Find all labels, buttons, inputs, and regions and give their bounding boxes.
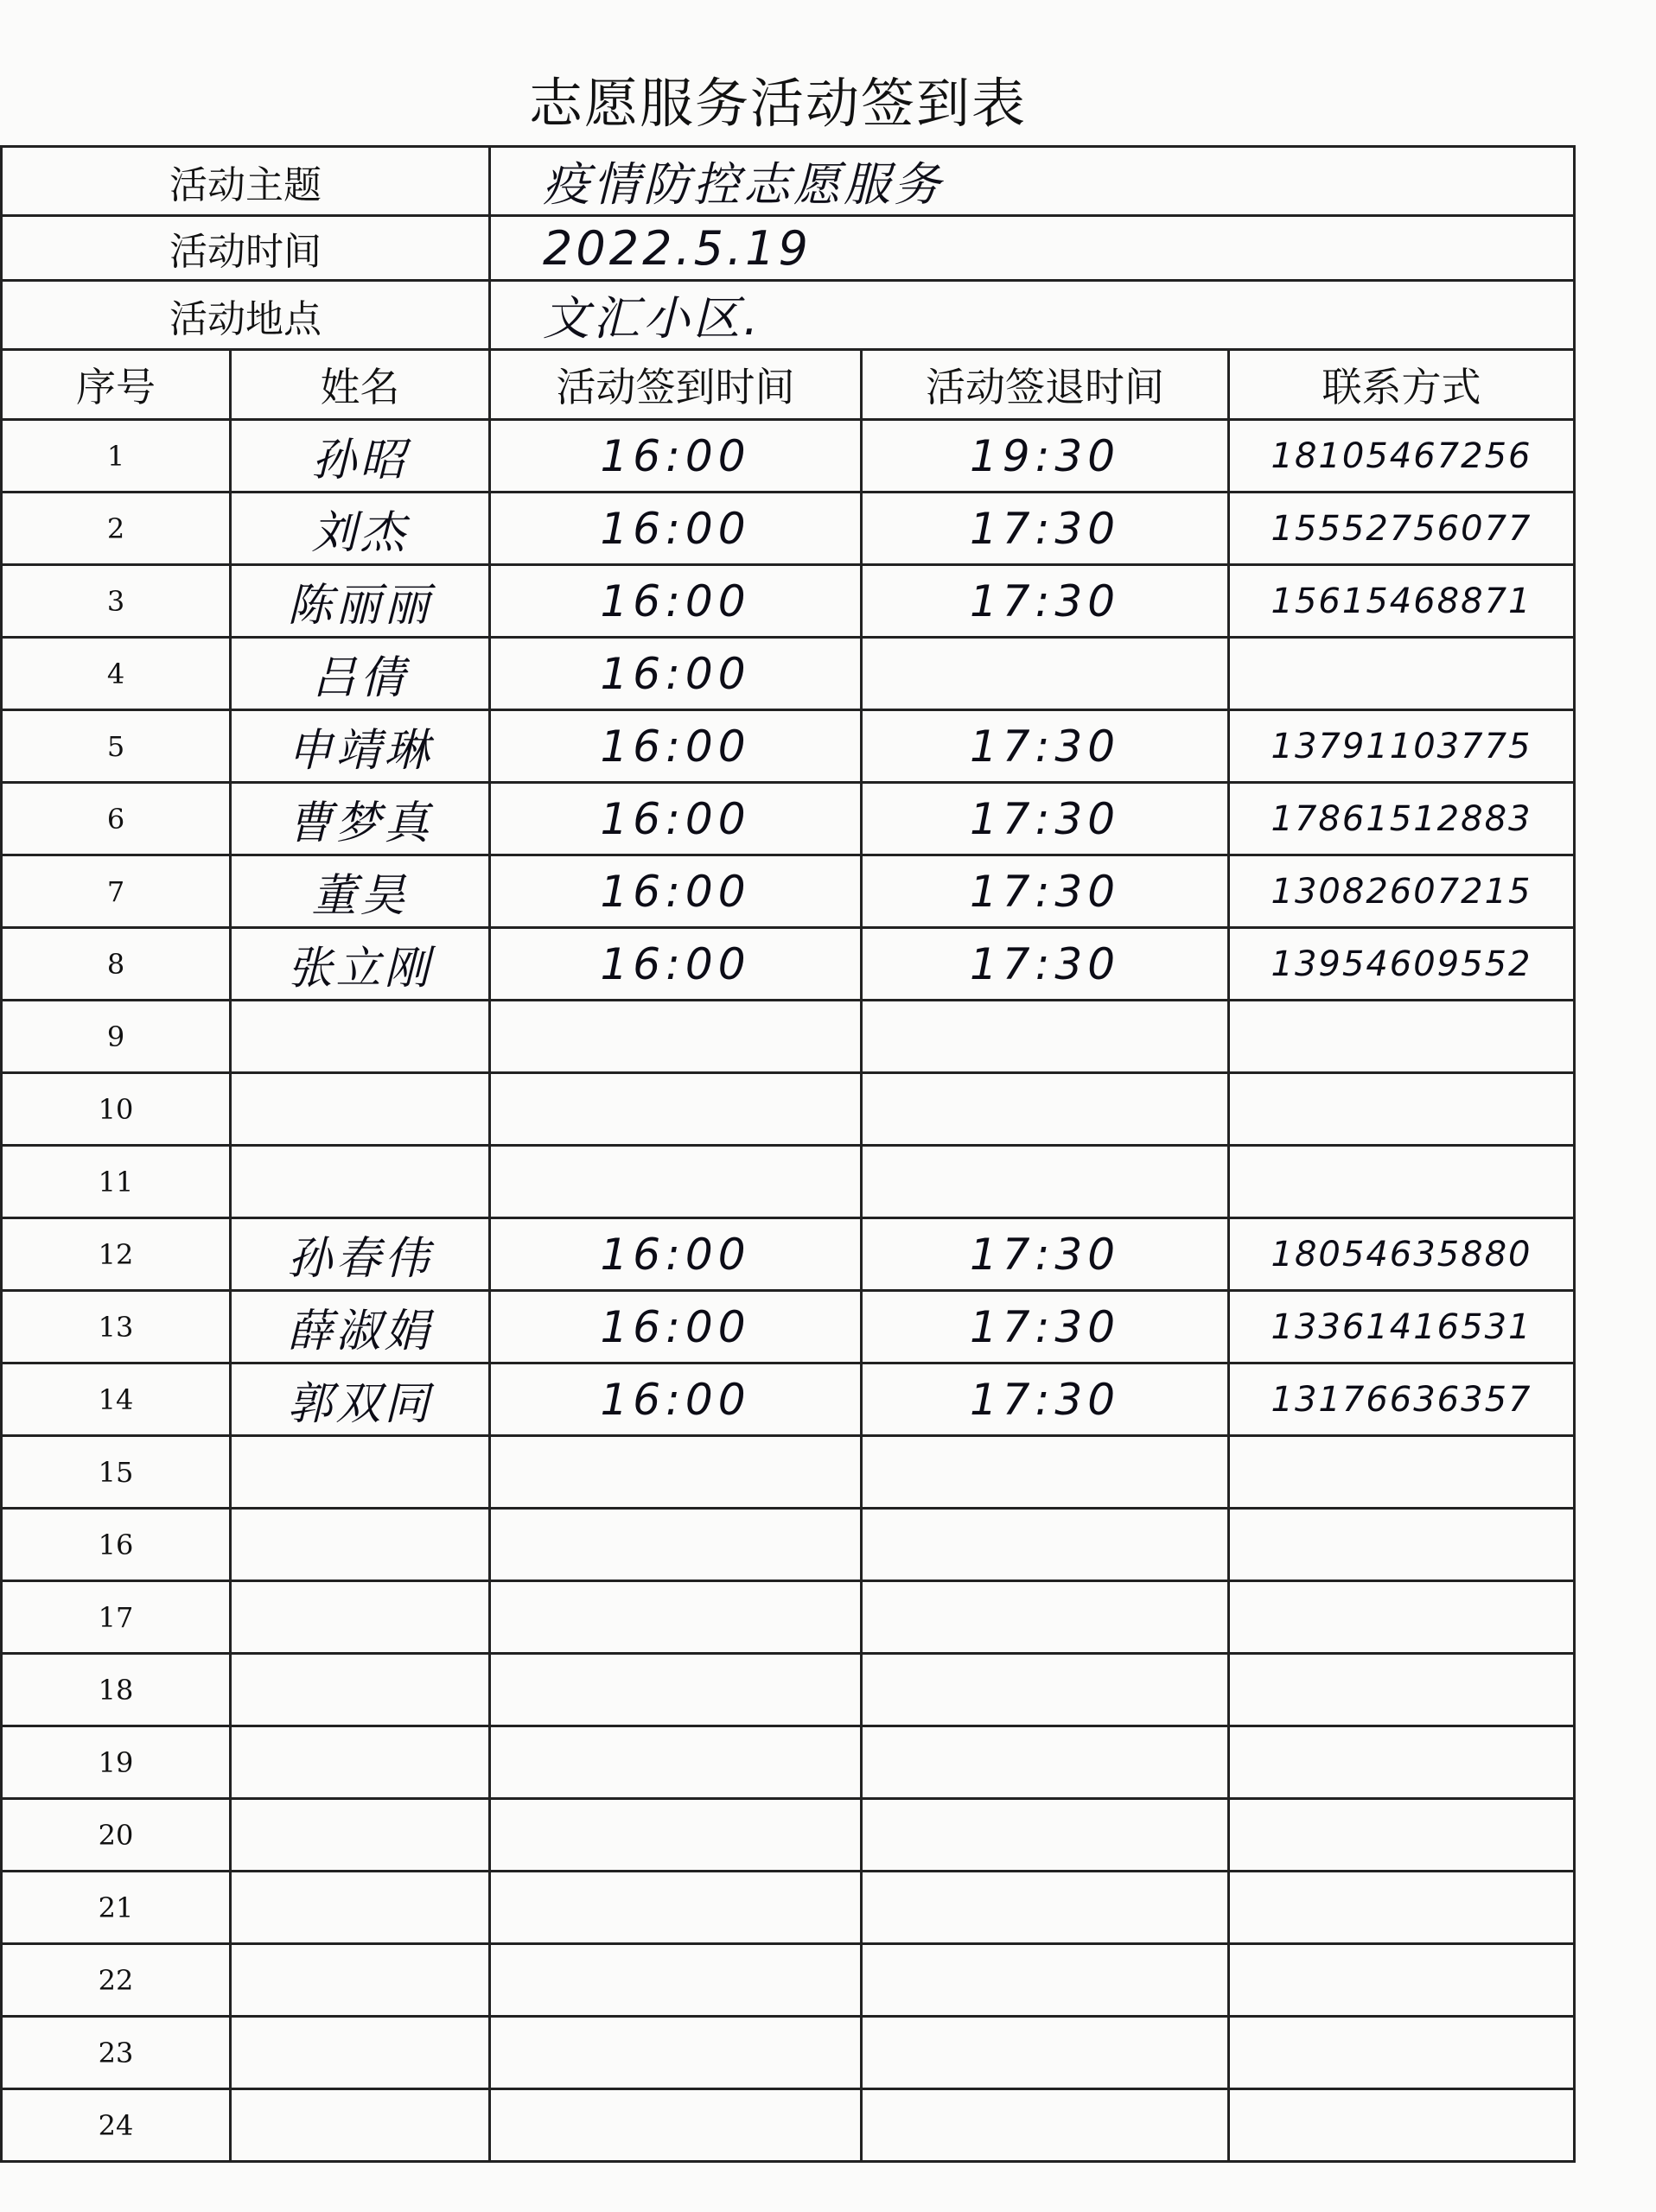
row-contact: 13954609552 [1229,928,1575,1001]
table-row [2,1799,1575,1872]
row-checkin-time [490,1509,862,1581]
row-name [231,1581,490,1654]
row-checkout-time [862,1509,1229,1581]
row-contact [1229,1509,1575,1581]
row-contact [1229,1726,1575,1799]
row-seq: 10 [2,1073,231,1146]
row-checkout-time [862,1944,1229,2017]
topic-label: 活动主题 [2,147,490,216]
row-checkout-time [862,1726,1229,1799]
column-header-row [2,350,1575,420]
row-checkout-time: 17:30 [862,1291,1229,1363]
table-row [2,565,1575,638]
row-checkin-time [490,1146,862,1218]
table-row [2,2089,1575,2162]
row-seq: 17 [2,1581,231,1654]
row-name: 董昊 [231,855,490,928]
place-value: 文汇小区. [490,281,1575,350]
time-label: 活动时间 [2,216,490,281]
table-row [2,638,1575,710]
info-row-topic [2,147,1575,216]
row-checkout-time: 17:30 [862,1218,1229,1291]
row-checkin-time [490,1436,862,1509]
row-seq: 18 [2,1654,231,1726]
table-row [2,1654,1575,1726]
table-row [2,420,1575,493]
row-seq: 9 [2,1001,231,1073]
row-contact: 17861512883 [1229,783,1575,855]
row-checkin-time: 16:00 [490,493,862,565]
row-seq: 1 [2,420,231,493]
row-seq: 19 [2,1726,231,1799]
table-row [2,1726,1575,1799]
row-name: 孙春伟 [231,1218,490,1291]
row-contact [1229,2089,1575,2162]
table-row [2,1146,1575,1218]
row-name [231,1509,490,1581]
row-checkout-time: 17:30 [862,928,1229,1001]
topic-value: 疫情防控志愿服务 [490,147,1575,216]
row-contact [1229,2017,1575,2089]
row-contact: 15615468871 [1229,565,1575,638]
row-name [231,1654,490,1726]
row-name [231,2089,490,2162]
row-checkout-time: 17:30 [862,565,1229,638]
row-seq: 8 [2,928,231,1001]
row-checkout-time: 17:30 [862,493,1229,565]
row-checkout-time [862,2089,1229,2162]
row-checkout-time: 17:30 [862,783,1229,855]
row-name [231,1436,490,1509]
row-contact: 13082607215 [1229,855,1575,928]
row-checkin-time: 16:00 [490,565,862,638]
row-contact: 13791103775 [1229,710,1575,783]
row-checkin-time [490,1944,862,2017]
row-seq: 24 [2,2089,231,2162]
row-contact [1229,1073,1575,1146]
row-checkout-time [862,2017,1229,2089]
row-checkout-time: 19:30 [862,420,1229,493]
row-checkin-time: 16:00 [490,420,862,493]
info-row-place [2,281,1575,350]
table-row [2,1291,1575,1363]
row-name [231,1001,490,1073]
place-label: 活动地点 [2,281,490,350]
table-row [2,928,1575,1001]
row-checkin-time [490,1073,862,1146]
table-row [2,783,1575,855]
row-seq: 4 [2,638,231,710]
row-checkin-time [490,1581,862,1654]
row-name [231,1726,490,1799]
column-header-seq: 序号 [2,350,231,420]
row-checkout-time [862,1799,1229,1872]
form-title: 志愿服务活动签到表 [528,72,1027,135]
row-checkout-time [862,1654,1229,1726]
row-seq: 14 [2,1363,231,1436]
row-contact [1229,638,1575,710]
row-contact [1229,1654,1575,1726]
row-contact [1229,1001,1575,1073]
row-seq: 12 [2,1218,231,1291]
row-checkin-time: 16:00 [490,928,862,1001]
row-name [231,2017,490,2089]
row-checkin-time: 16:00 [490,783,862,855]
row-name: 申靖琳 [231,710,490,783]
column-header-contact: 联系方式 [1229,350,1575,420]
row-seq: 15 [2,1436,231,1509]
row-seq: 3 [2,565,231,638]
table-row [2,1872,1575,1944]
row-checkin-time [490,2017,862,2089]
row-name: 孙昭 [231,420,490,493]
row-checkout-time [862,1001,1229,1073]
row-contact [1229,1146,1575,1218]
table-row [2,1436,1575,1509]
row-name: 郭双同 [231,1363,490,1436]
row-seq: 2 [2,493,231,565]
row-checkin-time [490,1799,862,1872]
table-row [2,855,1575,928]
row-seq: 21 [2,1872,231,1944]
row-seq: 5 [2,710,231,783]
table-row [2,1001,1575,1073]
row-checkin-time [490,1001,862,1073]
row-checkout-time: 17:30 [862,1363,1229,1436]
time-value: 2022.5.19 [490,216,1575,281]
row-name: 吕倩 [231,638,490,710]
row-name [231,1872,490,1944]
row-checkout-time [862,1581,1229,1654]
table-row [2,2017,1575,2089]
table-row [2,1218,1575,1291]
row-name: 刘杰 [231,493,490,565]
row-name: 陈丽丽 [231,565,490,638]
row-seq: 20 [2,1799,231,1872]
row-name [231,1146,490,1218]
row-contact [1229,1436,1575,1509]
row-contact [1229,1581,1575,1654]
row-checkout-time [862,1146,1229,1218]
row-checkin-time: 16:00 [490,855,862,928]
row-contact: 18054635880 [1229,1218,1575,1291]
row-seq: 23 [2,2017,231,2089]
row-checkin-time: 16:00 [490,710,862,783]
table-row [2,1944,1575,2017]
column-header-checkin: 活动签到时间 [490,350,862,420]
table-row [2,710,1575,783]
row-checkin-time [490,1872,862,1944]
table-row [2,1581,1575,1654]
row-checkout-time: 17:30 [862,855,1229,928]
row-name: 张立刚 [231,928,490,1001]
row-checkout-time [862,1436,1229,1509]
row-checkin-time [490,2089,862,2162]
row-name [231,1073,490,1146]
row-name [231,1799,490,1872]
row-contact: 18105467256 [1229,420,1575,493]
row-seq: 16 [2,1509,231,1581]
row-checkin-time: 16:00 [490,638,862,710]
row-seq: 11 [2,1146,231,1218]
row-checkin-time [490,1726,862,1799]
row-checkout-time [862,1872,1229,1944]
table-row [2,1073,1575,1146]
row-checkin-time: 16:00 [490,1291,862,1363]
row-checkout-time [862,1073,1229,1146]
signin-table [0,145,1576,2163]
row-seq: 22 [2,1944,231,2017]
info-row-time [2,216,1575,281]
row-name: 曹梦真 [231,783,490,855]
column-header-name: 姓名 [231,350,490,420]
row-seq: 6 [2,783,231,855]
row-checkout-time [862,638,1229,710]
row-contact: 13361416531 [1229,1291,1575,1363]
row-name [231,1944,490,2017]
table-row [2,493,1575,565]
row-checkin-time: 16:00 [490,1218,862,1291]
row-contact [1229,1944,1575,2017]
row-name: 薛淑娟 [231,1291,490,1363]
row-contact: 13176636357 [1229,1363,1575,1436]
column-header-checkout: 活动签退时间 [862,350,1229,420]
row-contact [1229,1872,1575,1944]
row-checkin-time [490,1654,862,1726]
row-checkin-time: 16:00 [490,1363,862,1436]
row-seq: 7 [2,855,231,928]
table-row [2,1363,1575,1436]
table-row [2,1509,1575,1581]
row-seq: 13 [2,1291,231,1363]
row-checkout-time: 17:30 [862,710,1229,783]
row-contact [1229,1799,1575,1872]
row-contact: 15552756077 [1229,493,1575,565]
